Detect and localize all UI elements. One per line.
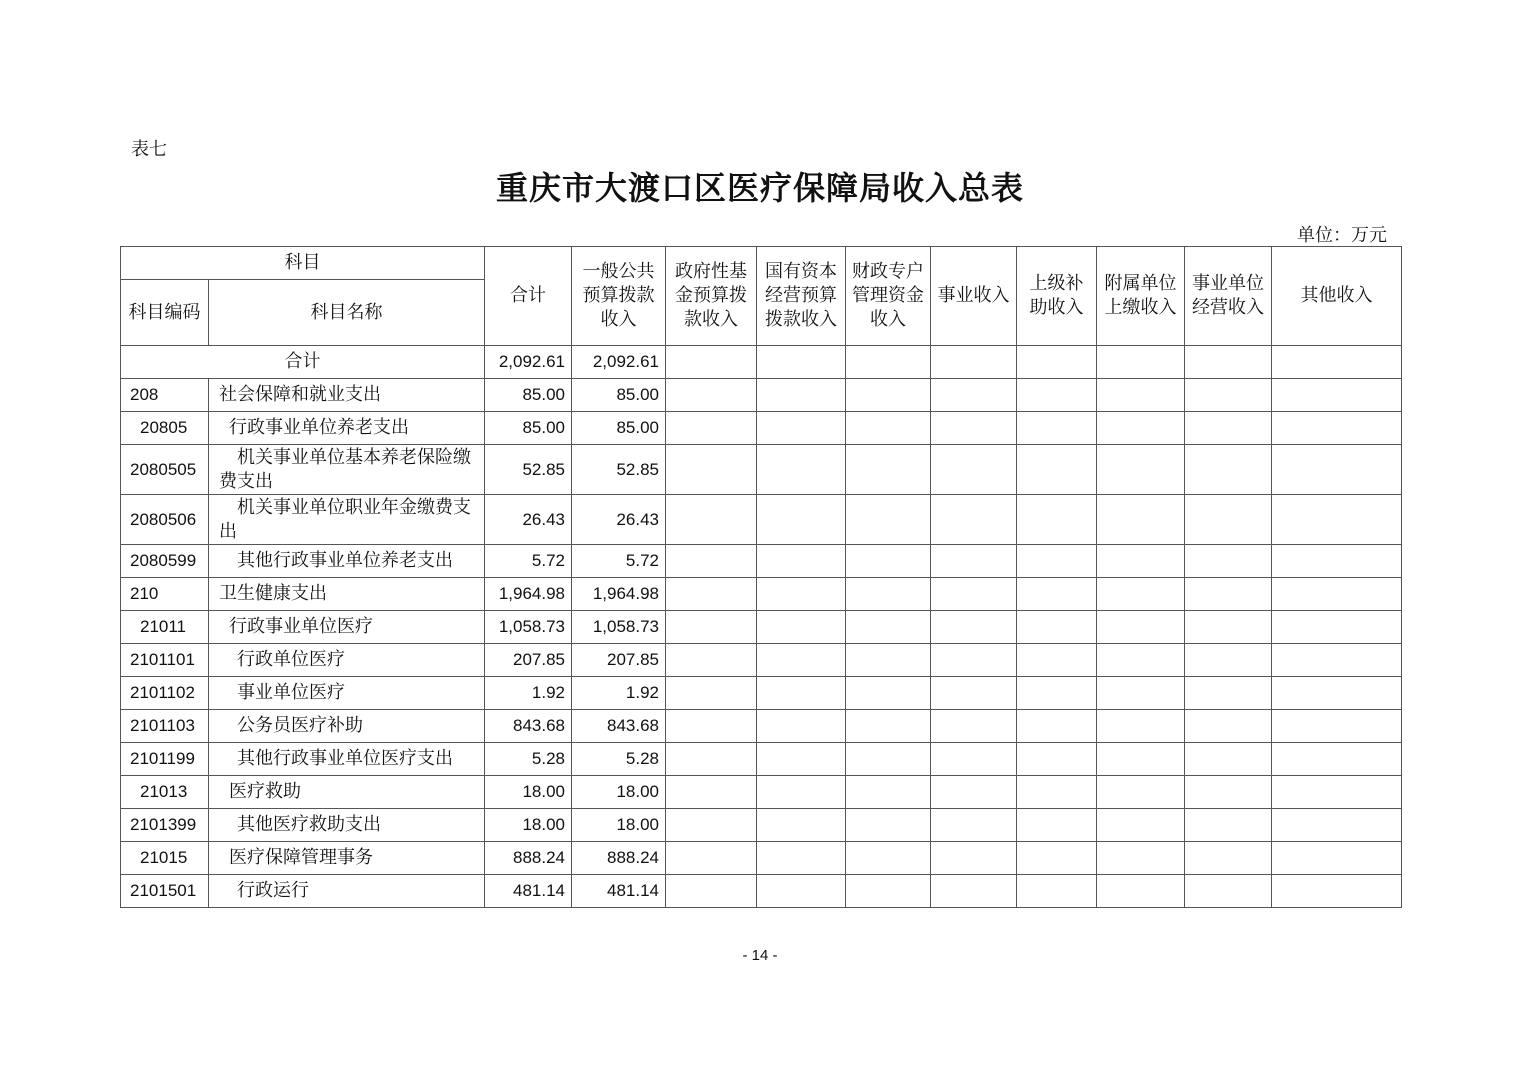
empty-cell (931, 578, 1017, 611)
row-total: 85.00 (485, 379, 572, 412)
empty-cell (757, 545, 846, 578)
empty-cell (1017, 495, 1097, 545)
empty-cell (931, 545, 1017, 578)
empty-cell (846, 644, 931, 677)
empty-cell (1097, 644, 1185, 677)
empty-cell (757, 743, 846, 776)
empty-cell (666, 677, 757, 710)
income-summary-table (120, 246, 1402, 908)
empty-cell (757, 379, 846, 412)
row-code: 21011 (121, 611, 209, 644)
empty-cell (1017, 545, 1097, 578)
unit-label: 单位：万元 (1297, 225, 1387, 246)
empty-cell (757, 412, 846, 445)
empty-cell (757, 578, 846, 611)
empty-cell (1017, 710, 1097, 743)
row-name: 公务员医疗补助 (209, 710, 485, 743)
table-row (121, 710, 1402, 743)
empty-cell (846, 743, 931, 776)
empty-cell (1185, 710, 1272, 743)
header-fiscal-account: 财政专户管理资金收入 (846, 247, 931, 346)
header-affiliated-unit: 附属单位上缴收入 (1097, 247, 1185, 346)
empty-cell (1185, 412, 1272, 445)
empty-cell (931, 875, 1017, 908)
empty-cell (1097, 611, 1185, 644)
row-code: 2101501 (121, 875, 209, 908)
empty-cell (1017, 445, 1097, 495)
empty-cell (1185, 842, 1272, 875)
header-other-income: 其他收入 (1272, 247, 1402, 346)
table-row (121, 379, 1402, 412)
empty-cell (1097, 743, 1185, 776)
empty-cell (1017, 809, 1097, 842)
page-number: - 14 - (742, 947, 778, 964)
empty-cell (846, 611, 931, 644)
empty-cell (1097, 677, 1185, 710)
summary-label: 合计 (121, 346, 485, 379)
row-total: 26.43 (485, 495, 572, 545)
empty-cell (846, 842, 931, 875)
empty-cell (1017, 644, 1097, 677)
header-gov-fund: 政府性基金预算拨款收入 (666, 247, 757, 346)
empty-cell (931, 611, 1017, 644)
empty-cell (1272, 875, 1402, 908)
row-general-budget: 1.92 (572, 677, 666, 710)
empty-cell (846, 545, 931, 578)
row-name: 行政事业单位养老支出 (209, 412, 485, 445)
row-name: 医疗保障管理事务 (209, 842, 485, 875)
row-general-budget: 1,964.98 (572, 578, 666, 611)
empty-cell (666, 495, 757, 545)
empty-cell (931, 644, 1017, 677)
header-business-operation: 事业单位经营收入 (1185, 247, 1272, 346)
row-total: 888.24 (485, 842, 572, 875)
row-name: 社会保障和就业支出 (209, 379, 485, 412)
empty-cell (1185, 495, 1272, 545)
empty-cell (1272, 644, 1402, 677)
empty-cell (846, 445, 931, 495)
row-code: 2080599 (121, 545, 209, 578)
empty-cell (1185, 743, 1272, 776)
header-superior-subsidy: 上级补助收入 (1017, 247, 1097, 346)
empty-cell (1272, 611, 1402, 644)
empty-cell (666, 379, 757, 412)
row-general-budget: 85.00 (572, 379, 666, 412)
empty-cell (1272, 545, 1402, 578)
row-name: 行政运行 (209, 875, 485, 908)
empty-cell (757, 611, 846, 644)
empty-cell (1272, 445, 1402, 495)
empty-cell (666, 445, 757, 495)
empty-cell (1272, 412, 1402, 445)
empty-cell (846, 379, 931, 412)
empty-cell (1017, 578, 1097, 611)
empty-cell (666, 578, 757, 611)
empty-cell (1185, 644, 1272, 677)
header-business-income: 事业收入 (931, 247, 1017, 346)
row-total: 1,964.98 (485, 578, 572, 611)
empty-cell (931, 743, 1017, 776)
empty-cell (757, 495, 846, 545)
empty-cell (666, 743, 757, 776)
row-general-budget: 18.00 (572, 809, 666, 842)
table-row (121, 578, 1402, 611)
header-subject-name: 科目名称 (209, 280, 485, 346)
empty-cell (1185, 445, 1272, 495)
empty-cell (846, 495, 931, 545)
row-code: 210 (121, 578, 209, 611)
empty-cell (1272, 495, 1402, 545)
row-code: 20805 (121, 412, 209, 445)
row-total: 85.00 (485, 412, 572, 445)
empty-cell (666, 644, 757, 677)
row-name: 其他行政事业单位养老支出 (209, 545, 485, 578)
empty-cell (1097, 445, 1185, 495)
empty-cell (757, 875, 846, 908)
table-row (121, 644, 1402, 677)
row-total: 5.72 (485, 545, 572, 578)
empty-cell (1272, 578, 1402, 611)
row-general-budget: 5.72 (572, 545, 666, 578)
header-subject-code: 科目编码 (121, 280, 209, 346)
empty-cell (846, 710, 931, 743)
empty-cell (1017, 875, 1097, 908)
empty-cell (1097, 578, 1185, 611)
row-code: 21015 (121, 842, 209, 875)
empty-cell (846, 578, 931, 611)
empty-cell (931, 710, 1017, 743)
row-name: 机关事业单位职业年金缴费支出 (209, 495, 485, 545)
empty-cell (931, 495, 1017, 545)
empty-cell (666, 710, 757, 743)
row-name: 行政单位医疗 (209, 644, 485, 677)
empty-cell (1185, 545, 1272, 578)
empty-cell (1272, 809, 1402, 842)
empty-cell (846, 776, 931, 809)
empty-cell (1097, 379, 1185, 412)
row-name: 行政事业单位医疗 (209, 611, 485, 644)
empty-cell (1097, 776, 1185, 809)
table-row (121, 875, 1402, 908)
row-total: 207.85 (485, 644, 572, 677)
empty-cell (757, 842, 846, 875)
row-total: 843.68 (485, 710, 572, 743)
empty-cell (1272, 710, 1402, 743)
row-general-budget: 18.00 (572, 776, 666, 809)
empty-cell (1097, 495, 1185, 545)
header-state-capital: 国有资本经营预算拨款收入 (757, 247, 846, 346)
empty-cell (931, 412, 1017, 445)
empty-cell (1097, 875, 1185, 908)
row-name: 医疗救助 (209, 776, 485, 809)
empty-cell (1017, 842, 1097, 875)
empty-cell (1272, 842, 1402, 875)
empty-cell (1272, 379, 1402, 412)
row-code: 2080506 (121, 495, 209, 545)
row-general-budget: 26.43 (572, 495, 666, 545)
row-general-budget: 85.00 (572, 412, 666, 445)
row-general-budget: 481.14 (572, 875, 666, 908)
summary-general-budget: 2,092.61 (572, 346, 666, 379)
empty-cell (1185, 809, 1272, 842)
row-general-budget: 52.85 (572, 445, 666, 495)
empty-cell (1185, 776, 1272, 809)
empty-cell (757, 710, 846, 743)
empty-cell (1185, 875, 1272, 908)
table-row (121, 445, 1402, 495)
row-total: 481.14 (485, 875, 572, 908)
table-row (121, 545, 1402, 578)
table-row (121, 842, 1402, 875)
empty-cell (1185, 611, 1272, 644)
table-row (121, 743, 1402, 776)
header-subject-group: 科目 (121, 247, 485, 280)
empty-cell (1272, 743, 1402, 776)
table-row (121, 495, 1402, 545)
empty-cell (666, 842, 757, 875)
empty-cell (931, 677, 1017, 710)
row-name: 卫生健康支出 (209, 578, 485, 611)
table-row (121, 809, 1402, 842)
row-code: 2101399 (121, 809, 209, 842)
empty-cell (666, 412, 757, 445)
row-total: 5.28 (485, 743, 572, 776)
row-code: 2101103 (121, 710, 209, 743)
empty-cell (1272, 677, 1402, 710)
header-total: 合计 (485, 247, 572, 346)
empty-cell (1017, 412, 1097, 445)
row-code: 2101102 (121, 677, 209, 710)
empty-cell (1185, 677, 1272, 710)
empty-cell (757, 809, 846, 842)
row-name: 事业单位医疗 (209, 677, 485, 710)
empty-cell (666, 611, 757, 644)
empty-cell (666, 776, 757, 809)
table-row (121, 412, 1402, 445)
table-row (121, 611, 1402, 644)
empty-cell (1185, 578, 1272, 611)
empty-cell (931, 776, 1017, 809)
empty-cell (931, 809, 1017, 842)
empty-cell (1097, 809, 1185, 842)
empty-cell (666, 875, 757, 908)
row-total: 18.00 (485, 776, 572, 809)
empty-cell (931, 842, 1017, 875)
table-row (121, 677, 1402, 710)
empty-cell (931, 379, 1017, 412)
empty-cell (1097, 842, 1185, 875)
row-total: 1,058.73 (485, 611, 572, 644)
empty-cell (757, 677, 846, 710)
row-general-budget: 843.68 (572, 710, 666, 743)
empty-cell (1017, 743, 1097, 776)
empty-cell (757, 776, 846, 809)
empty-cell (1272, 776, 1402, 809)
summary-total: 2,092.61 (485, 346, 572, 379)
row-name: 其他医疗救助支出 (209, 809, 485, 842)
empty-cell (846, 412, 931, 445)
row-code: 2101101 (121, 644, 209, 677)
empty-cell (666, 545, 757, 578)
row-general-budget: 888.24 (572, 842, 666, 875)
row-code: 21013 (121, 776, 209, 809)
empty-cell (1185, 379, 1272, 412)
row-name: 其他行政事业单位医疗支出 (209, 743, 485, 776)
empty-cell (666, 809, 757, 842)
empty-cell (846, 809, 931, 842)
empty-cell (757, 445, 846, 495)
table-row (121, 776, 1402, 809)
empty-cell (1097, 545, 1185, 578)
row-general-budget: 1,058.73 (572, 611, 666, 644)
empty-cell (1017, 776, 1097, 809)
row-total: 1.92 (485, 677, 572, 710)
empty-cell (1017, 611, 1097, 644)
empty-cell (1017, 677, 1097, 710)
row-general-budget: 5.28 (572, 743, 666, 776)
empty-cell (757, 644, 846, 677)
row-code: 2101199 (121, 743, 209, 776)
row-code: 2080505 (121, 445, 209, 495)
empty-cell (931, 445, 1017, 495)
empty-cell (1097, 412, 1185, 445)
summary-row (121, 346, 1402, 379)
header-general-budget: 一般公共预算拨款收入 (572, 247, 666, 346)
empty-cell (846, 677, 931, 710)
row-total: 52.85 (485, 445, 572, 495)
empty-cell (1017, 379, 1097, 412)
page-title: 重庆市大渡口区医疗保障局收入总表 (495, 169, 1024, 207)
row-total: 18.00 (485, 809, 572, 842)
row-name: 机关事业单位基本养老保险缴费支出 (209, 445, 485, 495)
row-code: 208 (121, 379, 209, 412)
empty-cell (1097, 710, 1185, 743)
table-label: 表七 (131, 139, 167, 160)
empty-cell (846, 875, 931, 908)
row-general-budget: 207.85 (572, 644, 666, 677)
